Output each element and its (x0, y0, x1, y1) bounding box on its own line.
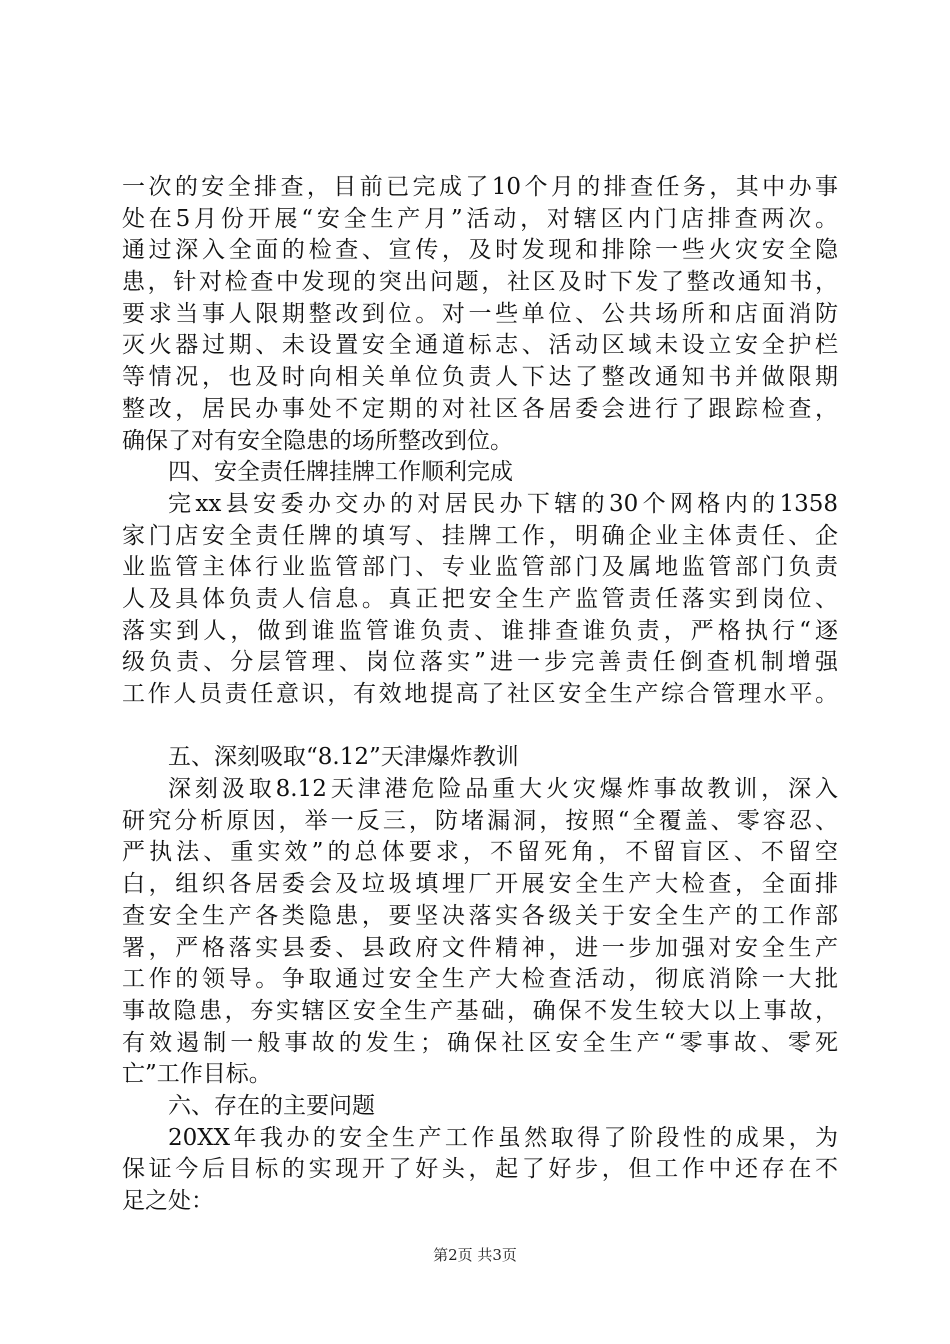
body-line: 要求当事人限期整改到位。对一些单位、公共场所和店面消防 (122, 300, 838, 327)
body-line: 人及具体负责人信息。真正把安全生产监管责任落实到岗位、 (122, 585, 838, 612)
body-line: 查安全生产各类隐患，要坚决落实各级关于安全生产的工作部 (122, 902, 838, 929)
body-line: 落实到人，做到谁监管谁负责、谁排查谁负责，严格执行“逐 (122, 617, 838, 644)
body-line: 事故隐患，夯实辖区安全生产基础，确保不发生较大以上事故， (122, 997, 838, 1024)
body-line: 深刻汲取8.12天津港危险品重大火灾爆炸事故教训，深入 (168, 776, 838, 803)
body-line: 通过深入全面的检查、宣传，及时发现和排除一些火灾安全隐 (122, 237, 838, 264)
body-line: 严执法、重实效”的总体要求，不留死角，不留盲区、不留空 (122, 839, 838, 866)
section-heading: 六、存在的主要问题 (168, 1092, 375, 1119)
body-line: 足之处： (122, 1188, 214, 1214)
body-line: 工作的领导。争取通过安全生产大检查活动，彻底消除一大批 (122, 966, 838, 993)
body-line: 工作人员责任意识，有效地提高了社区安全生产综合管理水平。 (122, 681, 838, 707)
body-line: 等情况，也及时向相关单位负责人下达了整改通知书并做限期 (122, 364, 838, 391)
body-line: 有效遏制一般事故的发生；确保社区安全生产“零事故、零死 (122, 1029, 838, 1056)
body-line: 整改，居民办事处不定期的对社区各居委会进行了跟踪检查， (122, 395, 838, 422)
document-body (122, 172, 838, 1218)
body-line: 保证今后目标的实现开了好头，起了好步，但工作中还存在不 (122, 1156, 838, 1183)
body-line: 署，严格落实县委、县政府文件精神，进一步加强对安全生产 (122, 934, 838, 961)
body-line: 20XX年我办的安全生产工作虽然取得了阶段性的成果，为 (168, 1124, 838, 1151)
body-line: 处在5月份开展“安全生产月”活动，对辖区内门店排查两次。 (122, 205, 838, 232)
section-heading: 四、安全责任牌挂牌工作顺利完成 (168, 459, 513, 486)
body-line: 研究分析原因，举一反三，防堵漏洞，按照“全覆盖、零容忍、 (122, 807, 838, 834)
body-line: 患，针对检查中发现的突出问题，社区及时下发了整改通知书， (122, 269, 838, 296)
blank-line (122, 711, 838, 743)
body-line: 灭火器过期、未设置安全通道标志、活动区域未设立安全护栏 (122, 332, 838, 359)
body-line: 确保了对有安全隐患的场所整改到位。 (122, 427, 513, 454)
body-line: 亡”工作目标。 (122, 1061, 272, 1088)
body-line: 业监管主体行业监管部门、专业监管部门及属地监管部门负责 (122, 554, 838, 581)
page-number-footer: 第2页 共3页 (433, 1246, 517, 1264)
body-line: 一次的安全排查，目前已完成了10个月的排查任务，其中办事 (122, 174, 838, 200)
body-line: 完xx县安委办交办的对居民办下辖的30个网格内的1358 (168, 490, 838, 517)
body-line: 白，组织各居委会及垃圾填埋厂开展安全生产大检查，全面排 (122, 871, 838, 898)
body-line: 家门店安全责任牌的填写、挂牌工作，明确企业主体责任、企 (122, 522, 838, 549)
section-heading: 五、深刻吸取“8.12”天津爆炸教训 (168, 744, 519, 771)
body-line: 级负责、分层管理、岗位落实”进一步完善责任倒查机制增强 (122, 649, 838, 676)
